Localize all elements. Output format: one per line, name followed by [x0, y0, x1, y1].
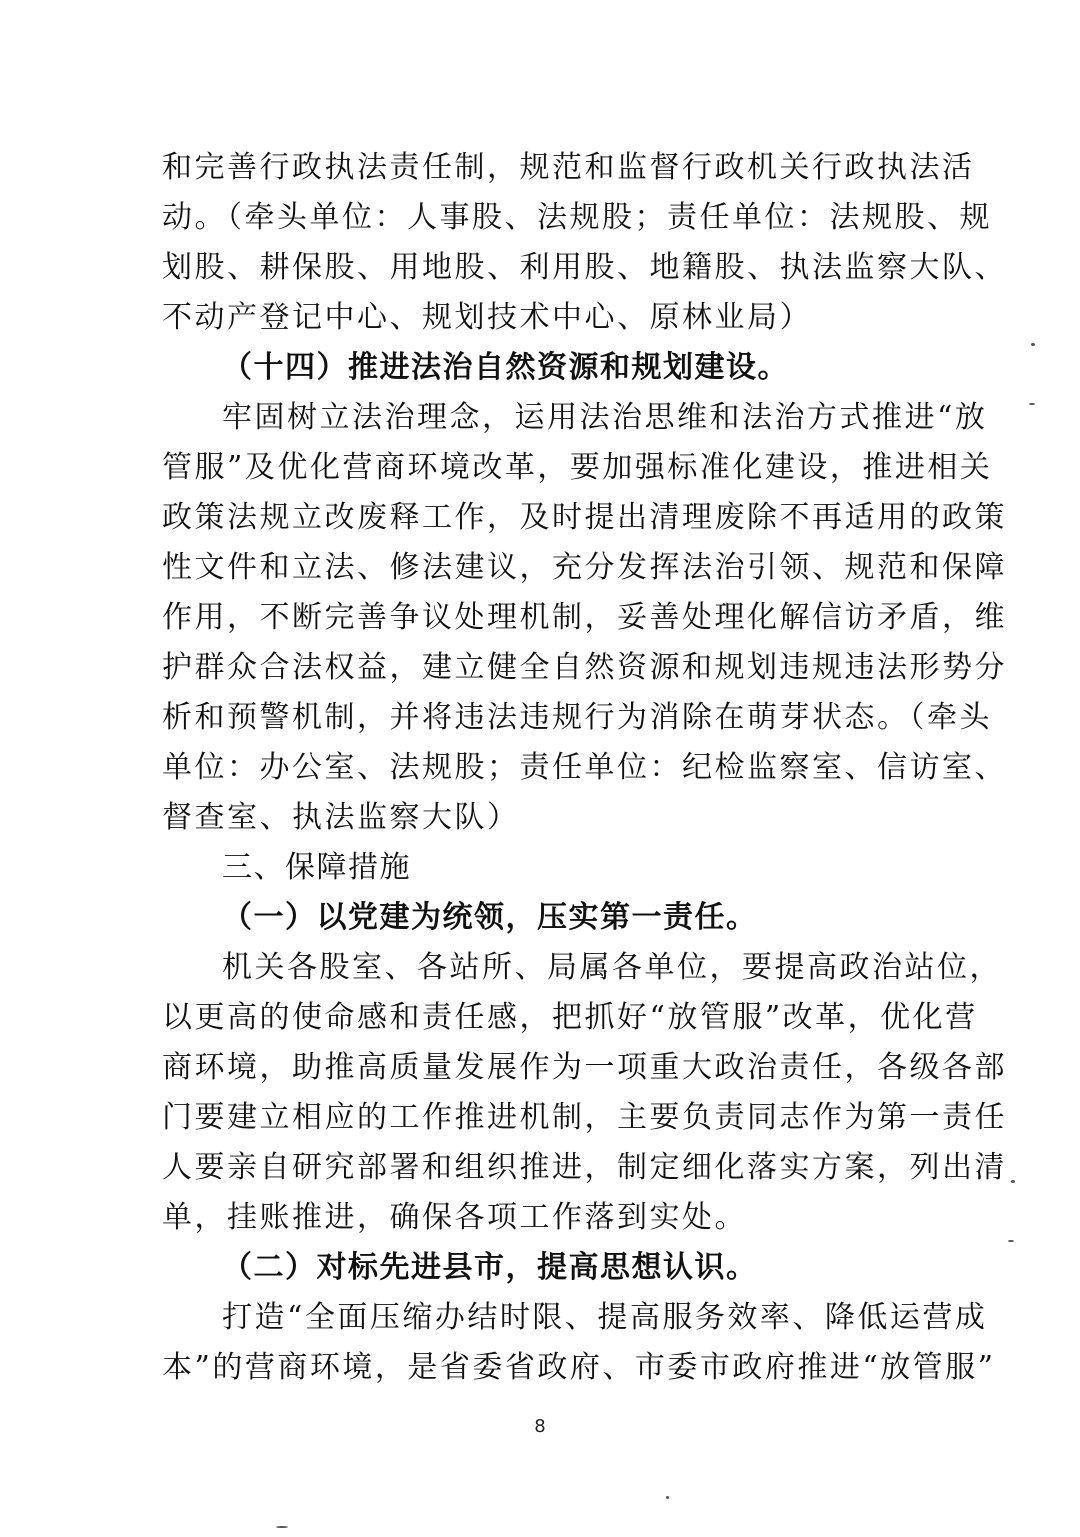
- body-text-line: 单位：办公室、法规股；责任单位：纪检监察室、信访室、: [162, 750, 1007, 785]
- body-text-line: 作用，不断完善争议处理机制，妥善处理化解信访矛盾，维: [162, 600, 1007, 635]
- body-text-line: 门要建立相应的工作推进机制，主要负责同志作为第一责任: [162, 1100, 1007, 1135]
- scan-speck: [666, 1496, 669, 1499]
- section-heading: （二）对标先进县市，提高思想认识。: [222, 1250, 758, 1285]
- body-text-line: 单，挂账推进，确保各项工作落到实处。: [162, 1200, 747, 1235]
- body-text-line: 牢固树立法治理念，运用法治思维和法治方式推进“放: [222, 400, 988, 435]
- body-text-line: 动。（牵头单位：人事股、法规股；责任单位：法规股、规: [162, 200, 992, 235]
- body-text-line: 打造“全面压缩办结时限、提高服务效率、降低运营成: [222, 1300, 988, 1335]
- body-text-line: 析和预警机制，并将违法违规行为消除在萌芽状态。（牵头: [162, 700, 992, 735]
- body-text-line: 政策法规立改废释工作，及时提出清理废除不再适用的政策: [162, 500, 1007, 535]
- body-text-line: 督查室、执法监察大队）: [162, 800, 520, 835]
- body-text-line: 护群众合法权益，建立健全自然资源和规划违规违法形势分: [162, 650, 1007, 685]
- body-text-line: 本”的营商环境，是省委省政府、市委市政府推进“放管服”: [162, 1350, 996, 1385]
- scan-speck: [1011, 1180, 1015, 1183]
- body-text-line: 管服”及优化营商环境改革，要加强标准化建设，推进相关: [162, 450, 993, 485]
- body-text-line: 和完善行政执法责任制，规范和监督行政机关行政执法活: [162, 150, 975, 185]
- body-text-line: 人要亲自研究部署和组织推进，制定细化落实方案，列出清: [162, 1150, 1007, 1185]
- scan-speck: [1029, 403, 1035, 405]
- scan-speck: [1031, 343, 1035, 346]
- scan-speck: [276, 1526, 288, 1528]
- page-number: 8: [534, 1416, 546, 1437]
- chapter-heading: 三、保障措施: [222, 850, 411, 885]
- body-text-line: 商环境，助推高质量发展作为一项重大政治责任，各级各部: [162, 1050, 1007, 1085]
- section-heading: （十四）推进法治自然资源和规划建设。: [222, 350, 789, 385]
- body-text-line: 机关各股室、各站所、局属各单位，要提高政治站位，: [222, 950, 1002, 985]
- body-text-line: 划股、耕保股、用地股、利用股、地籍股、执法监察大队、: [162, 250, 1007, 285]
- scan-speck: [1008, 1240, 1014, 1242]
- body-text-line: 以更高的使命感和责任感，把抓好“放管服”改革，优化营: [162, 1000, 978, 1035]
- body-text-line: 性文件和立法、修法建议，充分发挥法治引领、规范和保障: [162, 550, 1007, 585]
- body-text-line: 不动产登记中心、规划技术中心、原林业局）: [162, 300, 812, 335]
- section-heading: （一）以党建为统领，压实第一责任。: [222, 900, 758, 935]
